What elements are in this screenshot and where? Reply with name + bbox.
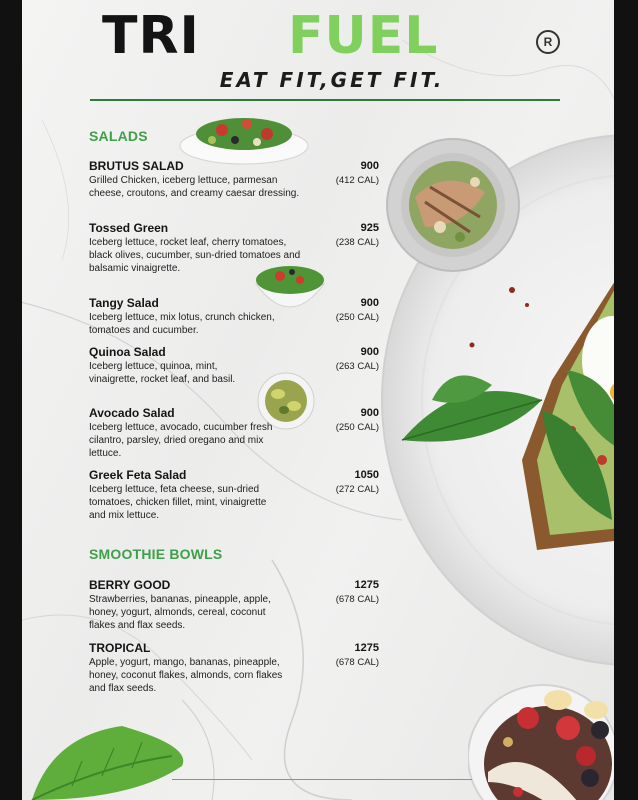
item-price: 1050 <box>354 469 379 481</box>
item-calories: (263 CAL) <box>335 361 379 372</box>
menu-page <box>22 0 614 800</box>
item-description: Strawberries, bananas, pineapple, apple, honey, yogurt, almonds, cereal, coconut flakes and flax seeds. <box>89 594 271 631</box>
menu-item <box>89 578 379 632</box>
item-price: 925 <box>360 222 379 234</box>
item-name: BERRY GOOD <box>89 578 171 592</box>
item-calories: (250 CAL) <box>335 422 379 433</box>
menu-item <box>89 345 379 386</box>
item-name: Quinoa Salad <box>89 345 166 359</box>
item-description: Iceberg lettuce, avocado, cucumber fresh cilantro, parsley, dried oregano and mix lettuce. <box>89 422 273 459</box>
item-calories: (412 CAL) <box>335 175 379 186</box>
item-description: Iceberg lettuce, rocket leaf, cherry tomatoes, black olives, cucumber, sun-dried tomatoes and balsamic vinaigrette. <box>89 237 301 274</box>
salads-section-title: SALADS <box>89 128 148 144</box>
item-calories: (272 CAL) <box>335 484 379 495</box>
item-name: BRUTUS SALAD <box>89 159 184 173</box>
footer-divider <box>172 779 472 780</box>
item-description: Iceberg lettuce, feta cheese, sun-dried tomatoes, chicken fillet, mint, vinaigrette and mix lettuce. <box>89 484 267 521</box>
header-divider <box>90 99 560 101</box>
menu-item <box>89 641 379 695</box>
item-calories: (238 CAL) <box>335 237 379 248</box>
item-name: Tossed Green <box>89 221 169 235</box>
item-price: 900 <box>360 407 379 419</box>
item-description: Apple, yogurt, mango, bananas, pineapple, honey, coconut flakes, almonds, corn flakes and flax seeds. <box>89 657 283 694</box>
item-name: Avocado Salad <box>89 406 175 420</box>
item-price: 1275 <box>354 642 379 654</box>
registered-mark: R <box>536 30 560 54</box>
item-description: Grilled Chicken, iceberg lettuce, parmesan cheese, croutons, and creamy caesar dressing. <box>89 175 300 199</box>
item-calories: (250 CAL) <box>335 312 379 323</box>
item-calories: (678 CAL) <box>335 657 379 668</box>
brutus-salad-bowl-image <box>385 137 521 273</box>
menu-item <box>89 296 379 337</box>
item-name: Greek Feta Salad <box>89 468 187 482</box>
item-price: 900 <box>360 346 379 358</box>
smoothie-bowl-image <box>468 682 614 800</box>
item-price: 1275 <box>354 579 379 591</box>
menu-item <box>89 406 379 460</box>
menu-item <box>89 468 379 522</box>
tagline: EAT FIT,GET FIT. <box>219 68 445 92</box>
logo-fuel-text: FUEL <box>288 6 439 66</box>
menu-item <box>89 221 379 275</box>
logo-tri-text: TRI <box>102 6 200 66</box>
mint-leaf-image <box>22 726 192 800</box>
item-description: Iceberg lettuce, mix lotus, crunch chicken, tomatoes and cucumber. <box>89 312 275 336</box>
menu-item <box>89 159 379 200</box>
item-name: Tangy Salad <box>89 296 159 310</box>
item-price: 900 <box>360 297 379 309</box>
brand-logo <box>102 8 572 64</box>
item-calories: (678 CAL) <box>335 594 379 605</box>
item-name: TROPICAL <box>89 641 151 655</box>
smoothie-bowls-section-title: SMOOTHIE BOWLS <box>89 546 223 562</box>
item-price: 900 <box>360 160 379 172</box>
item-description: Iceberg lettuce, quinoa, mint, vinaigrette, rocket leaf, and basil. <box>89 361 236 385</box>
